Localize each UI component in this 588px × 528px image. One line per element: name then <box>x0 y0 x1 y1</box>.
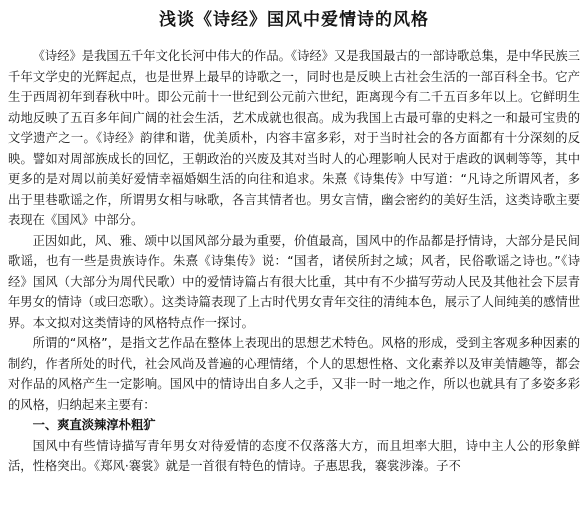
article-title: 浅谈《诗经》国风中爱情诗的风格 <box>159 10 429 30</box>
section-heading: 一、爽直淡辣淳朴粗犷 <box>32 418 156 432</box>
paragraph-section-one: 国风中有些情诗描写青年男女对待爱情的态度不仅落落大方，而且坦率大胆，诗中主人公的形象鲜活，性格突出。《郑风·褰裳》就是一首很有特色的情诗。子惠思我，褰裳涉溱。子不 <box>8 438 580 473</box>
paragraph-guofeng: 正因如此，风、雅、颂中以国风部分最为重要，价值最高，国风中的作品都是抒情诗，大部分是民间歌谣，也有一些是贵族诗作。朱熹《诗集传》说：“国者，诸侯所封之域；风者，民俗歌谣之诗也。”《诗经》国风（大部分为周代民歌）中的爱情诗篇占有很大比重，其中有不少描写劳动人民及其他社会下层青年男女的情诗（或曰恋歌）。这类诗篇表现了上古时代男女青年交往的清纯本色，展示了人间纯美的感情世界。本文拟对这类情诗的风格特点作一探讨。 <box>8 233 580 330</box>
article-body <box>8 46 580 477</box>
paragraph-intro: 《诗经》是我国五千年文化长河中伟大的作品。《诗经》又是我国最古的一部诗歌总集，是中华民族三千年文学史的光辉起点，也是世界上最早的诗歌之一，同时也是反映上古社会生活的一部百科全书。它产生于西周初年到春秋中叶。即公元前十一世纪到公元前六世纪，距离现今有二千五百多年以上。它鲜明生动地反映了五百多年间广阔的社会生活，艺术成就也很高。成为我国上古最可靠的史料之一和最可宝贵的文学遗产之一。《诗经》韵律和谐，优美质朴，内容丰富多彩，对于当时社会的各方面都有十分深刻的反映。譬如对周部族成长的回忆，王朝政治的兴废及其对当时人的心理影响人民对于虐政的讽刺等等，其中更多的是对周以前美好爱情幸福婚姻生活的向往和追求。朱熹《诗集传》中写道：“凡诗之所谓风者，多出于里巷歌谣之作，所谓男女相与咏歌，各言其情者也。男女言情，幽会密约的美好生活，这类诗歌主要表现在《国风》中部分。 <box>8 49 580 227</box>
paragraph-style: 所谓的“风格”，是指文艺作品在整体上表现出的思想艺术特色。风格的形成，受到主客观多种因素的制约，作者所处的时代，社会风尚及普遍的心理情绪，个人的思想性格、文化素养以及审美情趣等，都会对作品的风格产生一定影响。国风中的情诗出自多人之手，又非一时一地之作，所以也就具有了多姿多彩的风格，归纳起来主要有： <box>8 336 580 412</box>
